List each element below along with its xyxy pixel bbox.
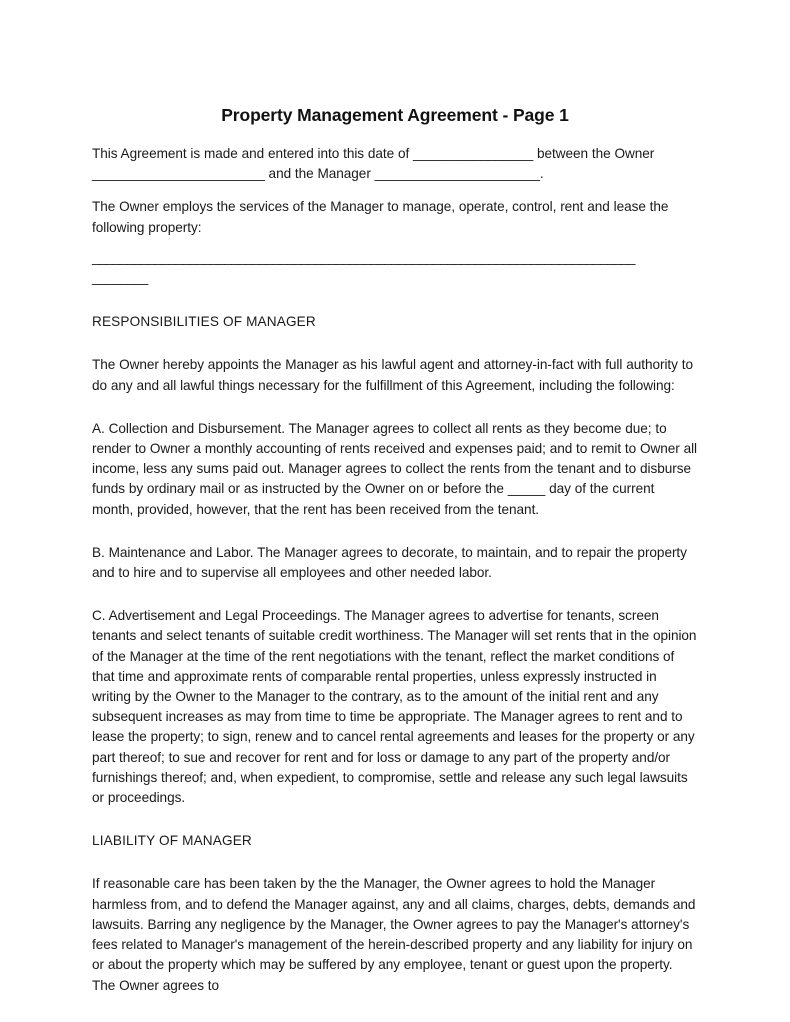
clause-b-maintenance-and-labor: B. Maintenance and Labor. The Manager agrees to decorate, to maintain, and to repair the property and to hire and to supervise all employees and other needed labor. — [92, 544, 687, 581]
document-content — [92, 104, 698, 1009]
clause-c-advertisement-and-legal-proceedings: C. Advertisement and Legal Proceedings. The Manager agrees to advertise for tenants, screen tenants and select tenants of suitable credit worthiness. The Manager will set rents that in the opinion of the Manager at the time of the rent negotiations with the tenant, reflect the market conditions of that time and approximate rents of comparable rental properties, unless expressly instructed in writing by the Owner to the Manager to the contrary, as to the amount of the initial rent and any subsequent increases as may from time to time be appropriate. The Manager agrees to rent and to lease the property; to sign, renew and to cancel rental agreements and leases for the property or any part thereof; to sue and recover for rent and for loss or damage to any part of the property and/or furnishings thereof; and, when expedient, to compromise, settle and release any such legal lawsuits or proceedings. — [92, 608, 697, 806]
liability-paragraph: If reasonable care has been taken by the the Manager, the Owner agrees to hold the Manager harmless from, and to defend the Manager against, any and all claims, charges, debts, demands and lawsuits. Barring any negligence by the Manager, the Owner agrees to pay the Manager's attorney's fees related to Manager's management of the herein-described property and any liability for injury on or about the property which may be suffered by any employee, tenant or guest upon the property. The Owner agrees to — [92, 876, 696, 993]
spacer — [92, 596, 698, 606]
spacer — [92, 409, 698, 419]
spacer — [92, 533, 698, 543]
employment-paragraph: The Owner employs the services of the Manager to manage, operate, control, rent and lease the following property: — [92, 199, 669, 235]
clause-a-collection-and-disbursement: A. Collection and Disbursement. The Manager agrees to collect all rents as they become due; to render to Owner a monthly accounting of rents received and expenses paid; and to remit to Owner all income, less any sums paid out. Manager agrees to collect the rents from the tenant and to disburse funds by ordinary mail or as instructed by the Owner on or before the _____ day of the current month, provided, however, that the rent has been received from the tenant. — [92, 420, 698, 517]
page-title: Property Management Agreement - Page 1 — [221, 105, 569, 125]
spacer — [92, 288, 698, 312]
spacer — [92, 864, 698, 874]
property-blank-line-1: ______________________________________________________________________________ — [92, 249, 635, 265]
intro-paragraph: This Agreement is made and entered into this date of ________________ between the Owner _______________________ and the Manager ______________________. — [92, 146, 655, 182]
appointment-paragraph: The Owner hereby appoints the Manager as his lawful agent and attorney-in-fact with full authority to do any and all lawful things necessary for the fulfillment of this Agreement, including the following: — [92, 357, 693, 393]
spacer — [92, 238, 698, 248]
heading-responsibilities-of-manager: RESPONSIBILITIES OF MANAGER — [92, 314, 316, 330]
property-blank-line-2: ________ — [92, 270, 148, 286]
spacer — [92, 345, 698, 355]
heading-liability-of-manager: LIABILITY OF MANAGER — [92, 833, 252, 849]
spacer — [92, 821, 698, 831]
